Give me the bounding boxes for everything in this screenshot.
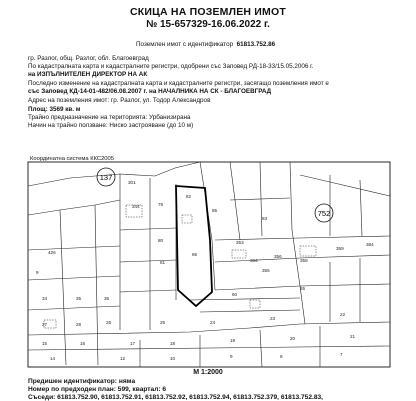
svg-text:35: 35	[76, 296, 82, 301]
neighbours-line: Съседи: 61813.752.90, 61813.752.91, 61813.752.92, 61813.752.94, 61813.752.379, 61813.752.83,	[28, 394, 323, 401]
svg-text:79: 79	[158, 202, 164, 207]
svg-text:301: 301	[128, 180, 136, 185]
svg-text:14: 14	[50, 356, 56, 361]
svg-text:86: 86	[192, 252, 198, 257]
svg-text:17: 17	[130, 341, 136, 346]
svg-text:28: 28	[76, 322, 82, 327]
svg-text:80: 80	[158, 238, 164, 243]
svg-text:15: 15	[42, 341, 48, 346]
address-line: Адрес на поземления имот: гр. Разлог, ул. Тодор Александров	[28, 97, 211, 104]
svg-text:9: 9	[36, 270, 39, 275]
svg-text:18: 18	[170, 341, 176, 346]
svg-text:355: 355	[262, 268, 270, 273]
map-frame	[28, 162, 390, 367]
svg-text:384: 384	[366, 242, 374, 247]
identifier-value: 61813.752.86	[236, 41, 276, 48]
svg-text:22: 22	[340, 312, 346, 317]
svg-text:60: 60	[232, 292, 238, 297]
svg-text:354: 354	[250, 258, 258, 263]
svg-text:344: 344	[132, 204, 140, 209]
approval-authority-line: на ИЗПЪЛНИТЕЛЕН ДИРЕКТОР НА АК	[28, 71, 148, 78]
document-number: № 15-657329-16.06.2022 г.	[146, 19, 270, 30]
svg-text:36: 36	[104, 296, 110, 301]
area-line: Площ: 3569 кв. м	[28, 106, 81, 113]
last-change-order-line: със Заповед КД-14-01-482/06.08.2007 г. на НАЧАЛНИКА НА СК - БЛАГОЕВГРАД	[28, 88, 272, 95]
coordinate-system-label: Координатна система ККС2005	[30, 156, 114, 162]
svg-text:85: 85	[212, 208, 218, 213]
svg-text:24: 24	[210, 320, 216, 325]
svg-text:8: 8	[280, 354, 283, 359]
svg-text:359: 359	[336, 246, 344, 251]
previous-identifier-line: Предишен идентификатор: няма	[28, 378, 136, 385]
target-parcel-outline	[176, 186, 212, 306]
svg-text:81: 81	[160, 260, 166, 265]
location-line: гр. Разлог, общ. Разлог, обл. Благоевград	[28, 55, 149, 62]
svg-text:16: 16	[80, 341, 86, 346]
svg-text:82: 82	[186, 194, 192, 199]
usage-line: Начин на трайно ползване: Ниско застрояване (до 10 м)	[28, 122, 194, 129]
svg-text:34: 34	[42, 296, 48, 301]
map-scale: М 1:2000	[193, 369, 223, 376]
svg-text:26: 26	[106, 320, 112, 325]
previous-plan-line: Номер по предходен план: 599, квартал: 6	[28, 386, 167, 393]
svg-text:12: 12	[120, 356, 126, 361]
svg-text:27: 27	[42, 322, 48, 327]
quarter-label-137: 137	[99, 173, 113, 182]
document-title: СКИЦА НА ПОЗЕМЛЕН ИМОТ	[130, 6, 286, 18]
svg-text:65: 65	[300, 286, 306, 291]
svg-text:426: 426	[48, 250, 56, 255]
svg-text:356: 356	[274, 254, 282, 259]
svg-text:9: 9	[230, 354, 233, 359]
quarter-label-752: 752	[317, 209, 331, 218]
svg-text:21: 21	[350, 334, 356, 339]
svg-text:20: 20	[290, 336, 296, 341]
svg-text:25: 25	[160, 320, 166, 325]
svg-text:358: 358	[300, 258, 308, 263]
svg-text:23: 23	[270, 316, 276, 321]
svg-text:7: 7	[340, 352, 343, 357]
parcel-outlines	[28, 162, 390, 367]
svg-text:353: 353	[236, 240, 244, 245]
building-outlines	[44, 205, 316, 328]
svg-text:83: 83	[262, 216, 268, 221]
svg-text:10: 10	[170, 356, 176, 361]
last-change-line: Последно изменение на кадастралната карта и кадастралните регистри, засягащо поземления имот е	[28, 80, 329, 87]
territory-purpose-line: Трайно предназначение на територията: Урбанизирана	[28, 114, 191, 121]
identifier-label: Поземлен имот с идентификатор	[136, 41, 234, 48]
svg-text:19: 19	[230, 338, 236, 343]
approval-line: По кадастралната карта и кадастралните регистри, одобрени със Заповед РД-18-33/15.05.2006 г.	[28, 63, 314, 70]
